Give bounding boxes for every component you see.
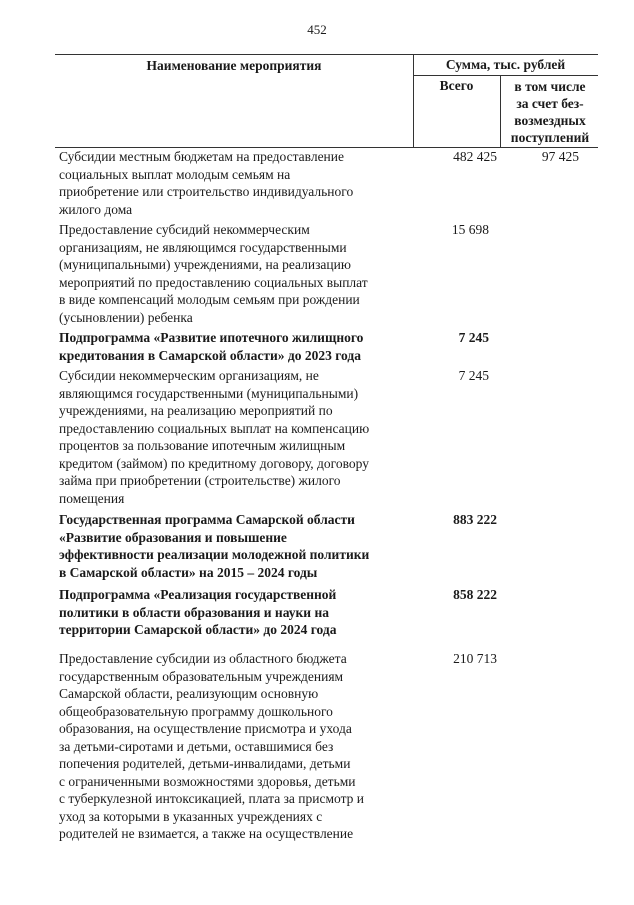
row-line: социальных выплат молодым семьям на [59,166,291,182]
free-receipts-column-header [502,76,598,147]
row-line: территории Самарской области» до 2024 года [59,622,337,637]
row-line: (муниципальными) учреждениями, на реализацию [59,257,351,272]
name-column-header [55,55,414,147]
free-col-line: в том числе [514,79,586,94]
row-line: общеобразовательную программу дошкольного [59,703,333,719]
row-line: за детьми-сиротами и детьми, оставшимися без [59,738,334,754]
row-line: учреждениями, на реализацию мероприятий по [59,403,333,418]
row-total: 482 425 [453,149,497,164]
row-line: кредитом (займом) по кредитному договору, договору [59,455,369,471]
row-line: Предоставление субсидий некоммерческим [59,222,310,237]
row-line: мероприятий по предоставлению социальных выплат [59,274,368,290]
table-row [59,148,579,218]
free-col-line: возмездных [514,113,586,128]
row-line: Подпрограмма «Реализация государственной [59,587,337,602]
row-line: приобретение или строительство индивидуального [59,184,354,199]
row-line: Субсидии некоммерческим организациям, не [59,368,319,383]
row-line: предоставлению социальных выплат на компенсацию [59,420,370,436]
table-row [59,650,497,843]
row-line: уход за которыми в указанных учреждениях с [59,808,323,824]
row-line: «Развитие образования и повышение [59,529,287,545]
row-line: попечения родителей, детьми-инвалидами, детьми [59,756,351,771]
row-free: 97 425 [541,149,579,164]
row-line: образования, на осуществление присмотра и ухода [59,721,352,736]
row-line: (усыновлении) ребенка [59,309,193,325]
table-row [59,511,497,581]
row-line: займа при приобретении (строительстве) жилого [59,473,341,488]
total-column-header: Всего [413,76,501,147]
row-line: процентов за пользование ипотечным жилищным [59,438,346,453]
row-line: являющимся государственными (муниципальными) [59,385,359,401]
sum-column-header: Сумма, тыс. рублей [413,55,598,76]
table-row [59,329,489,364]
row-line: с туберкулезной интоксикацией, плата за присмотр и [59,791,364,806]
row-line: Субсидии местным бюджетам на предоставление [59,149,344,164]
free-col-line: за счет без- [516,96,584,111]
name-column-title: Наименование мероприятия [146,58,322,73]
row-line: Подпрограмма «Развитие ипотечного жилищного [59,330,364,345]
row-line: помещения [59,490,125,506]
row-line: эффективности реализации молодежной политики [59,547,370,562]
row-line: с ограниченными возможностями здоровья, детьми [59,773,356,789]
table-row [59,586,497,639]
row-line: Государственная программа Самарской области [59,512,355,527]
row-total: 7 245 [458,368,489,383]
row-total: 7 245 [458,330,489,345]
row-line: Предоставление субсидии из областного бюджета [59,651,347,666]
row-line: организациям, не являющимся государственными [59,239,347,255]
table-row [59,367,489,507]
row-line: государственным образовательным учреждениям [59,668,344,684]
free-col-line: поступлений [510,130,590,145]
row-total: 15 698 [451,222,489,237]
row-name [59,367,409,507]
row-line: кредитования в Самарской области» до 2023 года [59,347,361,363]
row-name [59,650,409,843]
row-total: 210 713 [453,651,497,666]
row-line: жилого дома [59,201,133,217]
row-line: в Самарской области» на 2015 – 2024 годы [59,564,318,580]
row-total: 858 222 [453,587,497,602]
row-total: 883 222 [453,512,497,527]
table-header [55,54,598,148]
page-number: 452 [307,22,327,37]
row-line: родителей не взимается, а также на осуществление [59,826,354,841]
row-line: в виде компенсаций молодым семьям при рождении [59,292,360,307]
table-row [59,221,489,326]
row-line: Самарской области, реализующим основную [59,686,319,701]
row-line: политики в области образования и науки на [59,604,329,620]
